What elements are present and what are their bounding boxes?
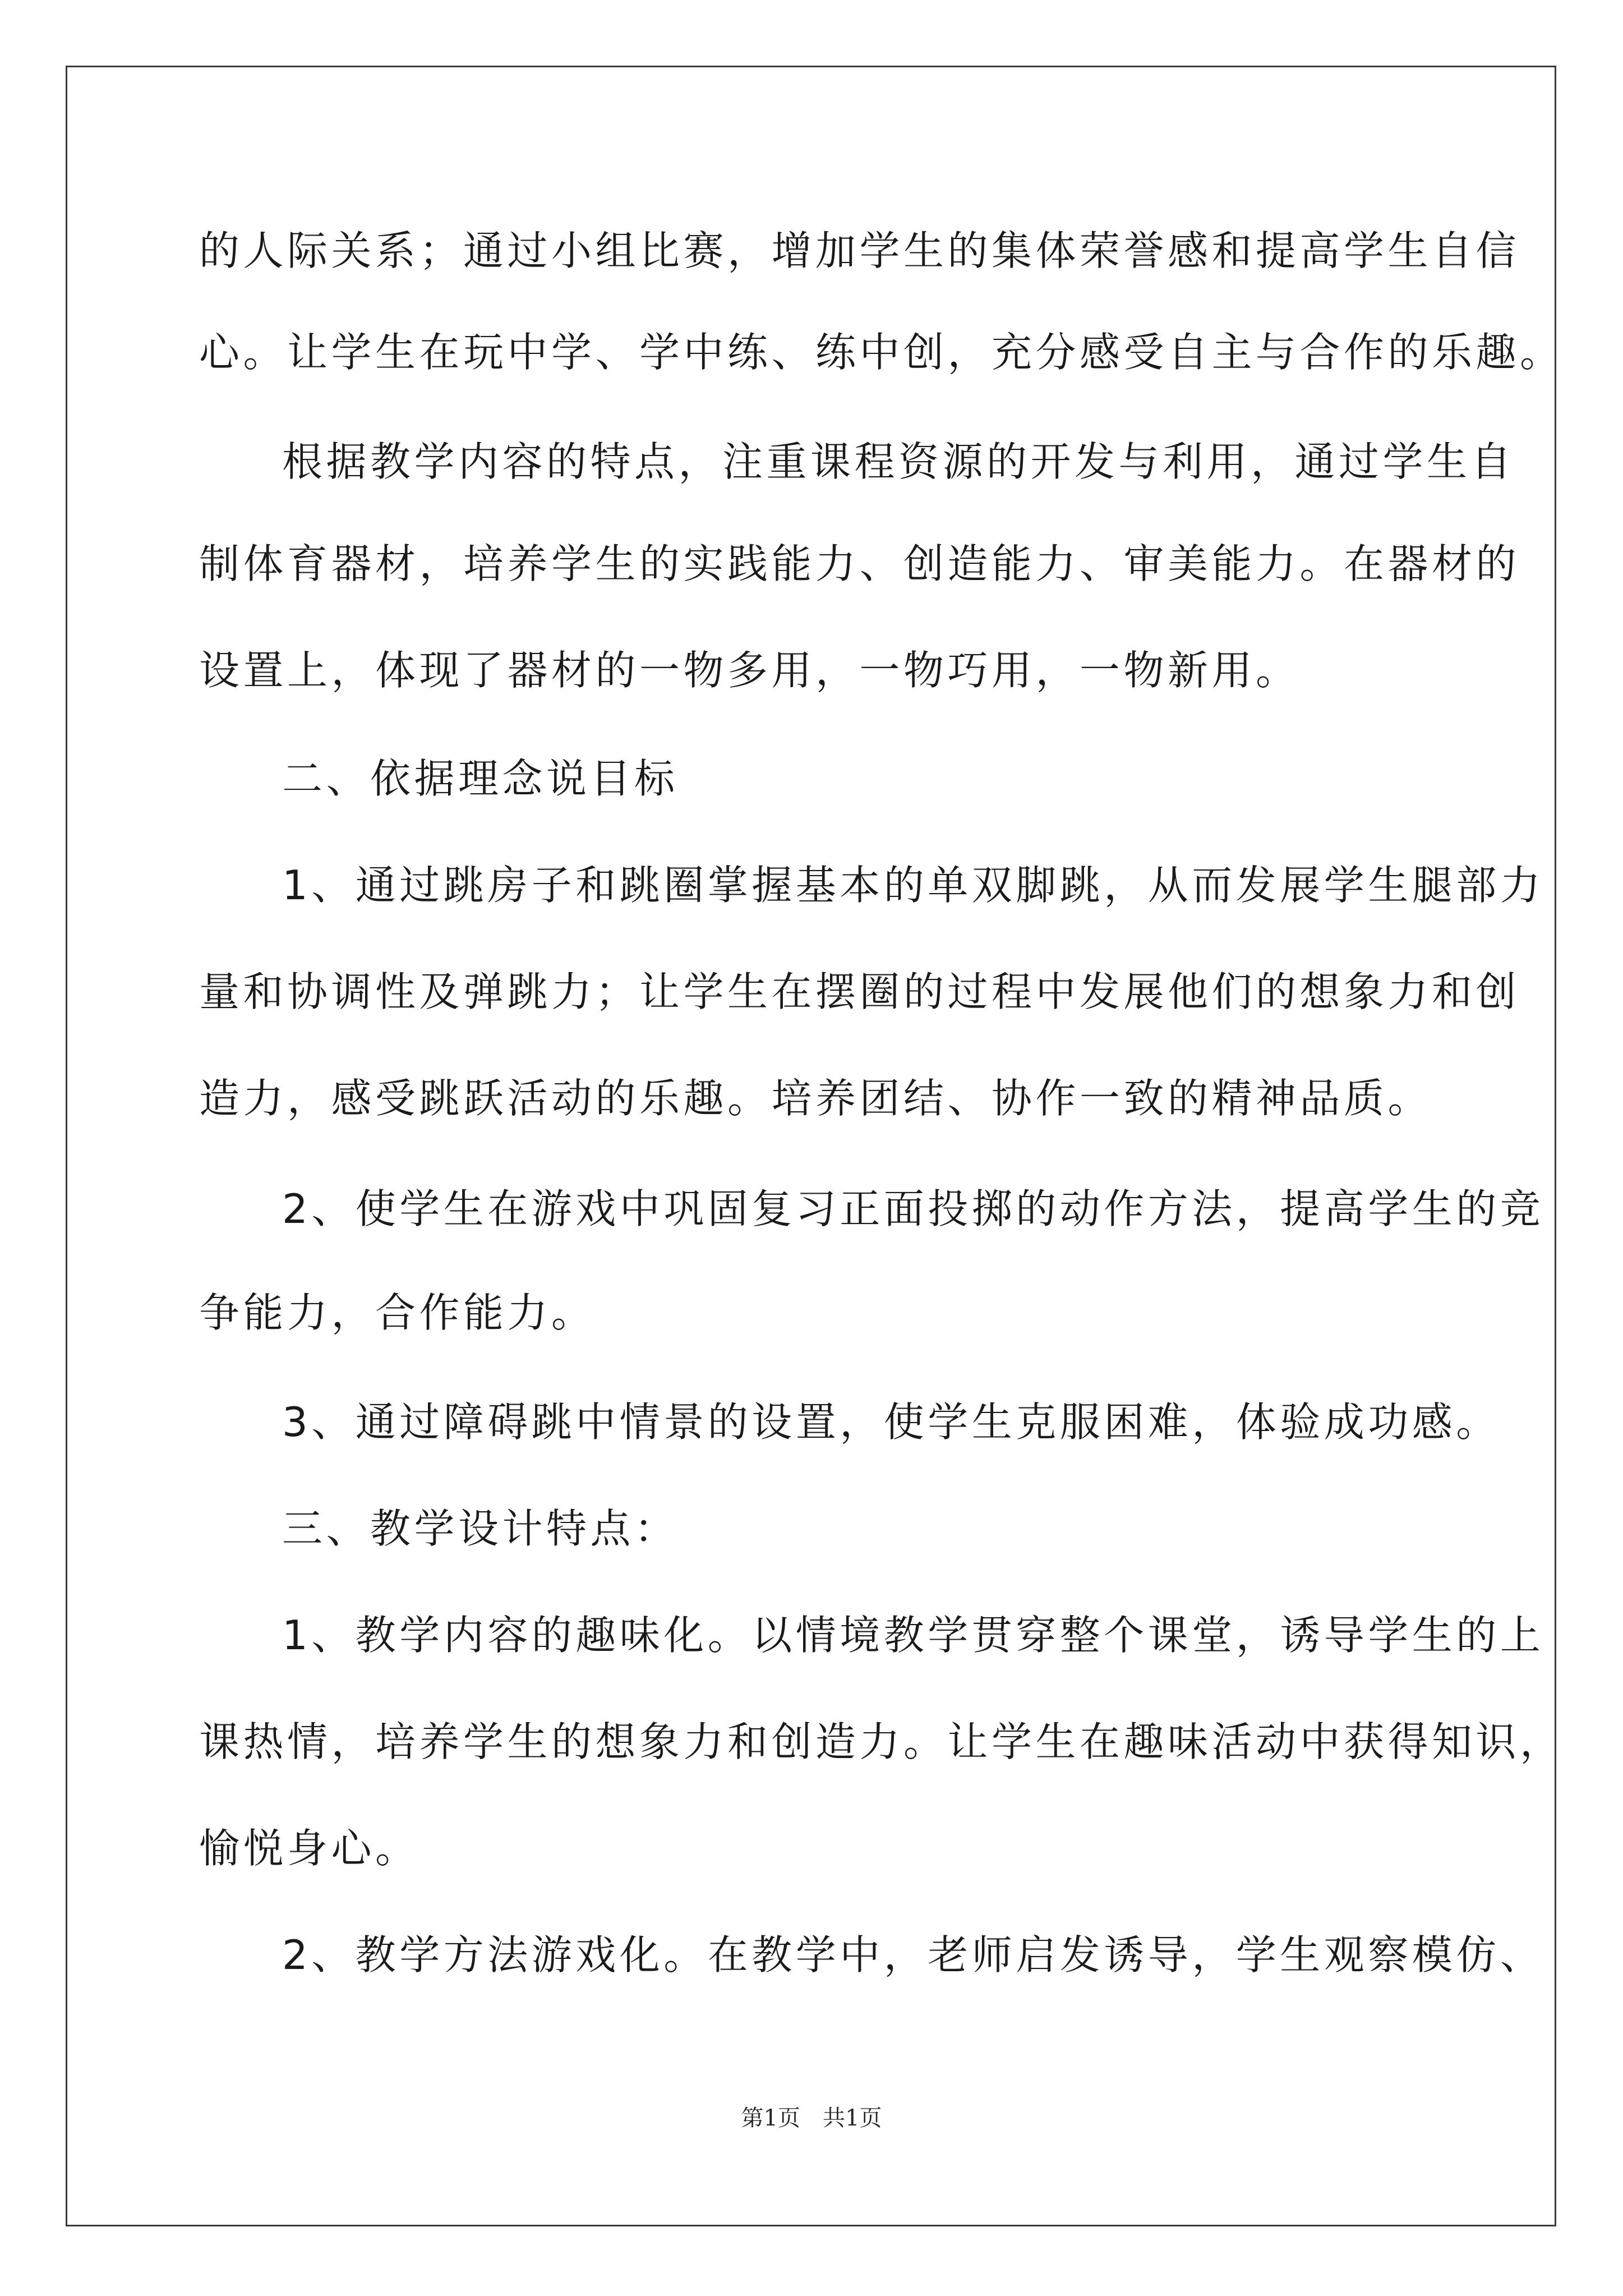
page-number-total: 共1页 <box>823 2105 882 2131</box>
page-footer <box>0 2101 1623 2135</box>
section-heading: 三、教学设计特点： <box>282 1505 679 1552</box>
text-line: 的人际关系；通过小组比赛，增加学生的集体荣誉感和提高学生自信 <box>199 227 1520 274</box>
text-line: 1、教学内容的趣味化。以情境教学贯穿整个课堂，诱导学生的上 <box>282 1612 1544 1659</box>
text-line: 1、通过跳房子和跳圈掌握基本的单双脚跳，从而发展学生腿部力 <box>282 862 1544 909</box>
text-line: 量和协调性及弹跳力；让学生在摆圈的过程中发展他们的想象力和创 <box>199 968 1520 1015</box>
text-line: 2、使学生在游戏中巩固复习正面投掷的动作方法，提高学生的竞 <box>282 1185 1544 1232</box>
text-line: 争能力，合作能力。 <box>199 1289 596 1336</box>
page-border <box>66 66 1556 2226</box>
page-number-current: 第1页 <box>741 2105 800 2131</box>
section-heading: 二、依据理念说目标 <box>282 755 679 802</box>
text-line: 造力，感受跳跃活动的乐趣。培养团结、协作一致的精神品质。 <box>199 1075 1432 1122</box>
text-line: 愉悦身心。 <box>199 1825 419 1872</box>
text-line: 设置上，体现了器材的一物多用，一物巧用，一物新用。 <box>199 647 1300 694</box>
text-line: 制体育器材，培养学生的实践能力、创造能力、审美能力。在器材的 <box>199 540 1520 587</box>
text-line: 根据教学内容的特点，注重课程资源的开发与利用，通过学生自 <box>282 438 1515 485</box>
text-line: 2、教学方法游戏化。在教学中，老师启发诱导，学生观察模仿、 <box>282 1931 1544 1978</box>
text-line: 心。让学生在玩中学、学中练、练中创，充分感受自主与合作的乐趣。 <box>199 329 1564 376</box>
text-line: 课热情，培养学生的想象力和创造力。让学生在趣味活动中获得知识， <box>199 1718 1564 1765</box>
text-line: 3、通过障碍跳中情景的设置，使学生克服困难，体验成功感。 <box>282 1398 1500 1446</box>
